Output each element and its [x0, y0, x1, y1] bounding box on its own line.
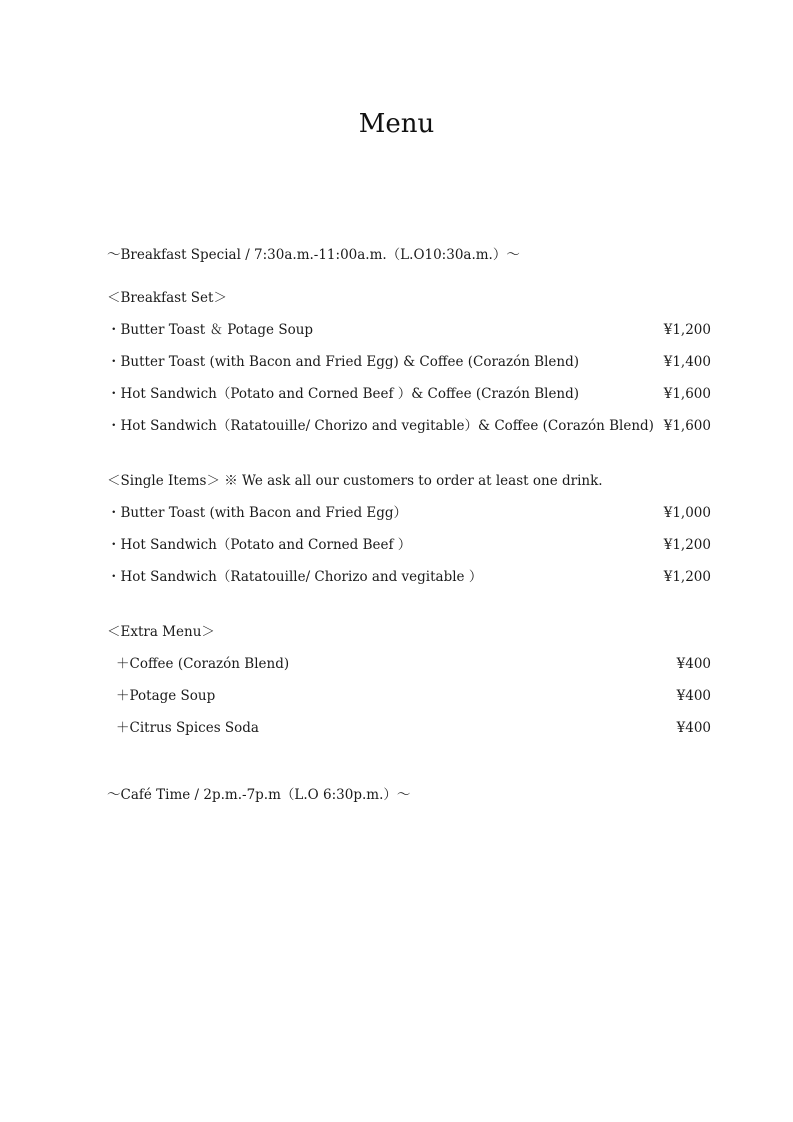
- menu-item-price: ¥1,200: [663, 322, 711, 338]
- extra-item-price: ¥400: [676, 688, 711, 704]
- menu-item-name: ・Hot Sandwich（Ratatouille/ Chorizo and vegitable）& Coffee (Corazón Blend): [107, 418, 654, 434]
- menu-item-row: [107, 320, 711, 340]
- menu-item-price: ¥1,600: [663, 386, 711, 402]
- cafe-time-header: 〜Café Time / 2p.m.-7p.m（L.O 6:30p.m.）〜: [107, 787, 411, 803]
- extra-menu-heading: ＜Extra Menu＞: [107, 624, 215, 640]
- extra-item-name: ＋Coffee (Corazón Blend): [116, 656, 290, 672]
- extra-item-name: ＋Citrus Spices Soda: [116, 720, 259, 736]
- menu-item-price: ¥1,200: [663, 537, 711, 553]
- menu-item-row: [107, 384, 711, 404]
- menu-item-row: [107, 416, 711, 436]
- menu-item-row: [107, 567, 711, 587]
- menu-item-name: ・Butter Toast ＆ Potage Soup: [107, 322, 314, 338]
- menu-item-price: ¥1,000: [663, 505, 711, 521]
- extra-item-row: [107, 654, 711, 674]
- menu-item-price: ¥1,400: [663, 354, 711, 370]
- menu-item-row: [107, 352, 711, 372]
- breakfast-set-heading: ＜Breakfast Set＞: [107, 290, 227, 306]
- extra-item-price: ¥400: [676, 656, 711, 672]
- menu-item-name: ・Butter Toast (with Bacon and Fried Egg）: [107, 505, 408, 521]
- menu-item-name: ・Hot Sandwich（Potato and Corned Beef ）: [107, 537, 412, 553]
- menu-item-row: [107, 535, 711, 555]
- menu-item-row: [107, 503, 711, 523]
- page-title: Menu: [358, 109, 435, 139]
- extra-item-row: [107, 718, 711, 738]
- menu-item-name: ・Butter Toast (with Bacon and Fried Egg) & Coffee (Corazón Blend): [107, 354, 580, 370]
- extra-item-price: ¥400: [676, 720, 711, 736]
- breakfast-special-header: 〜Breakfast Special / 7:30a.m.-11:00a.m.（L.O10:30a.m.）〜: [107, 247, 520, 263]
- menu-item-price: ¥1,200: [663, 569, 711, 585]
- menu-item-price: ¥1,600: [663, 418, 711, 434]
- extra-item-name: ＋Potage Soup: [116, 688, 216, 704]
- extra-item-row: [107, 686, 711, 706]
- menu-item-name: ・Hot Sandwich（Ratatouille/ Chorizo and vegitable ）: [107, 569, 483, 585]
- single-items-heading: ＜Single Items＞ ※ We ask all our customers to order at least one drink.: [107, 473, 603, 489]
- menu-item-name: ・Hot Sandwich（Potato and Corned Beef ）& Coffee (Crazón Blend): [107, 386, 580, 402]
